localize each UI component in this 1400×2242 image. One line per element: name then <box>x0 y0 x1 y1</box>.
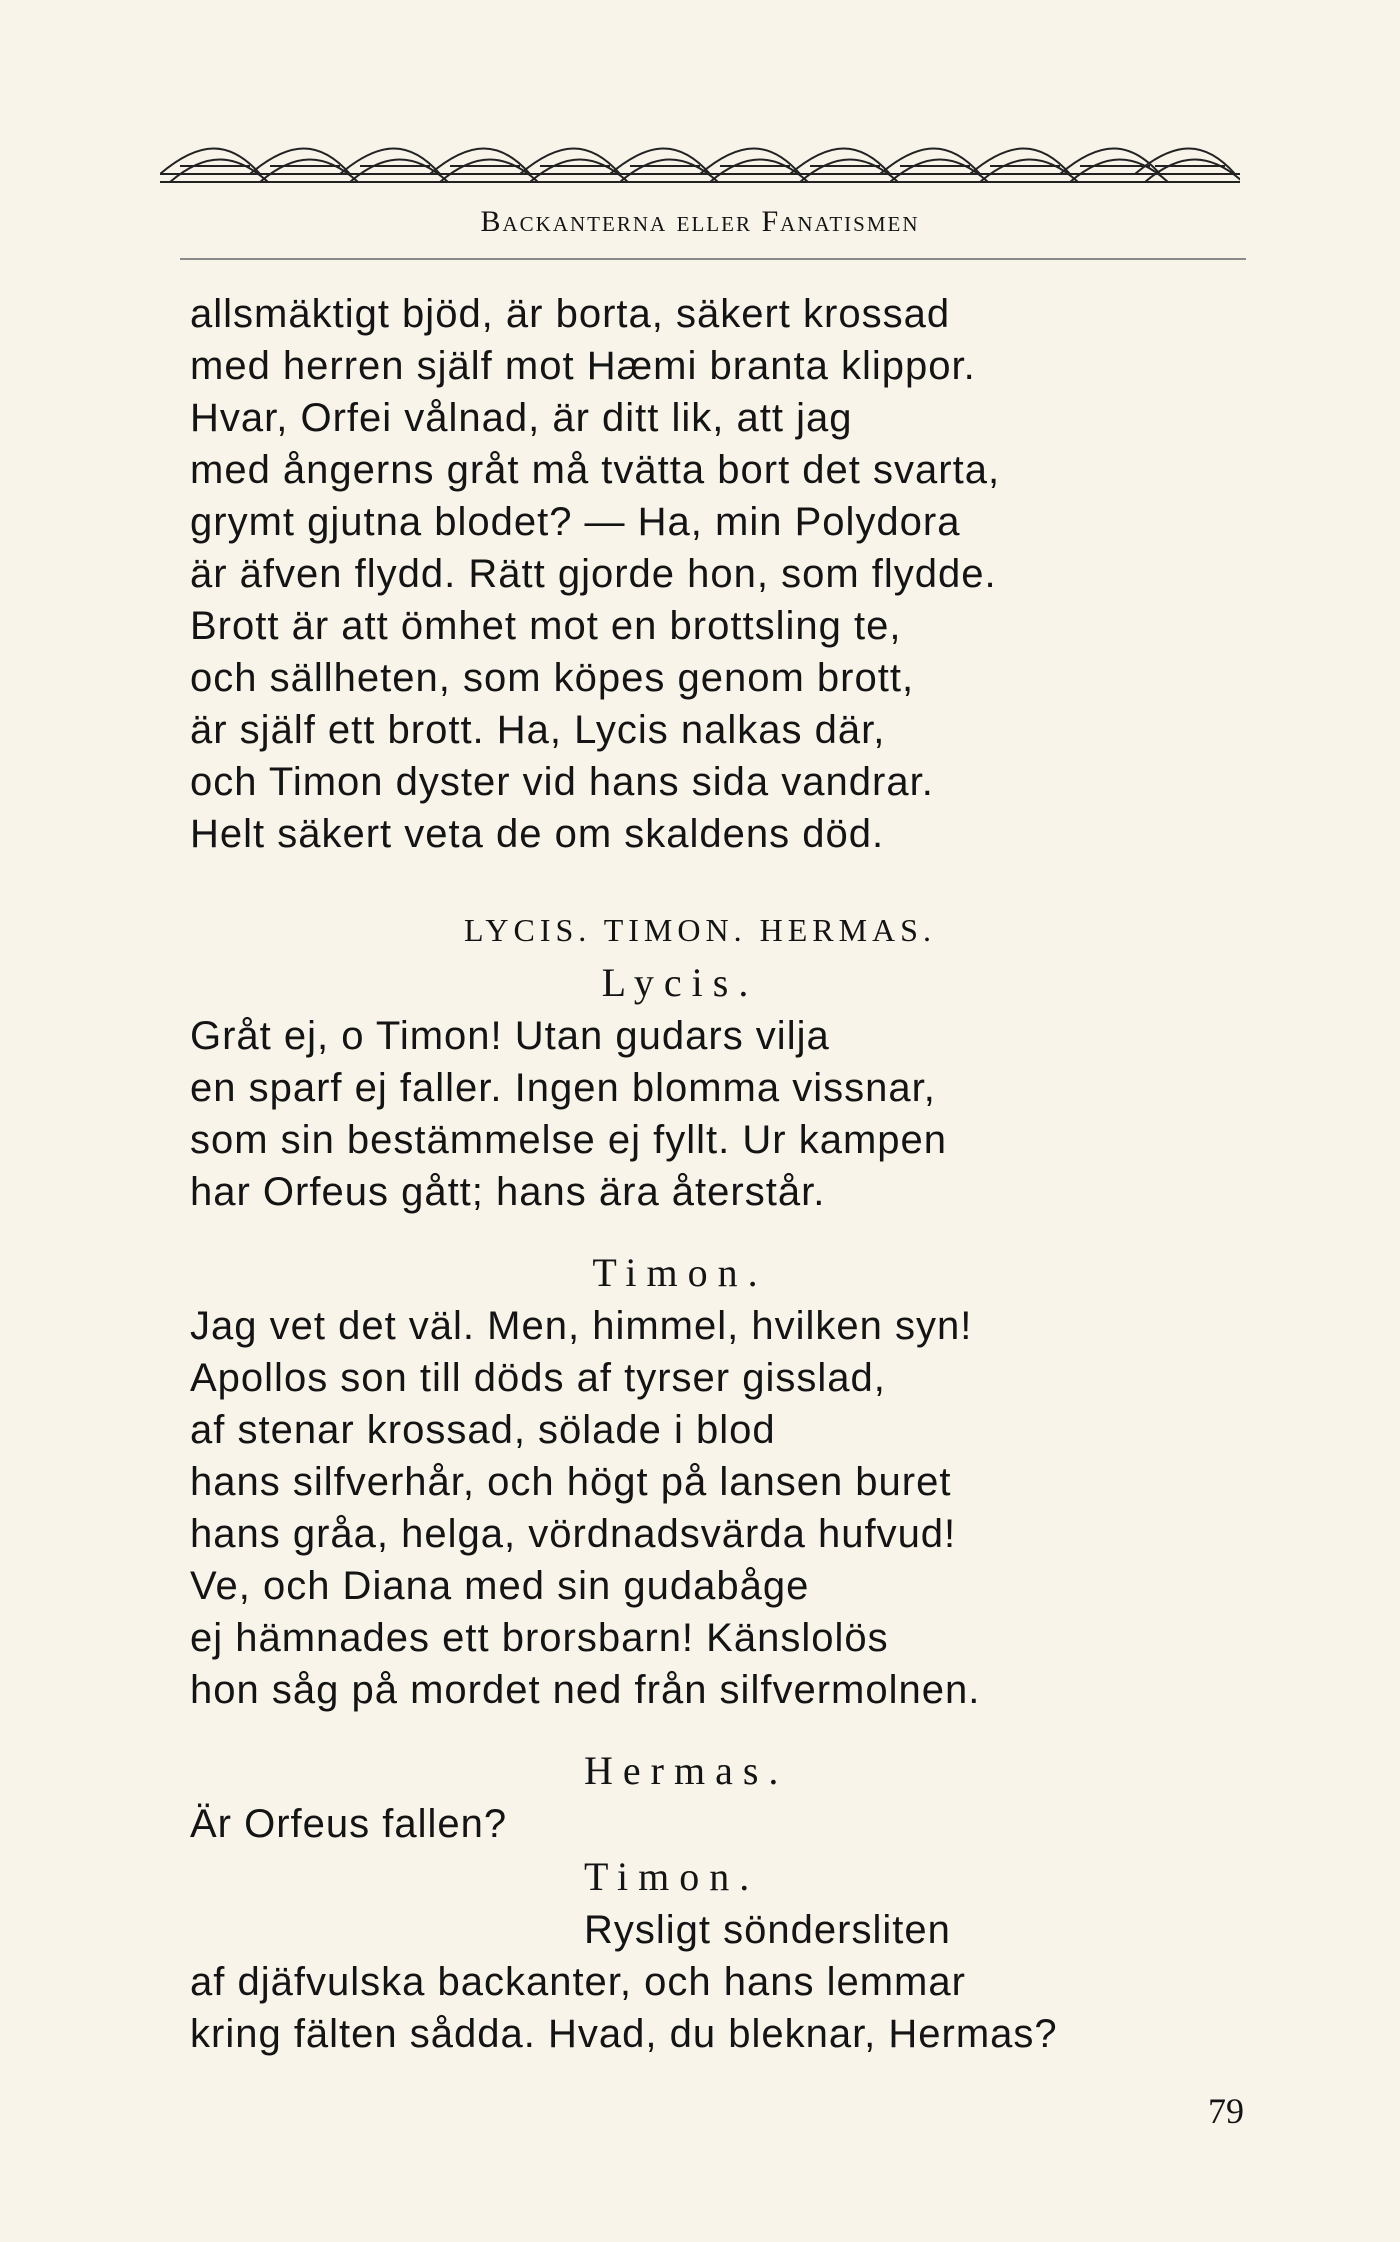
interlace-border-ornament-icon <box>160 130 1240 190</box>
verse-line: och sällheten, som köpes genom brott, <box>190 656 915 700</box>
scene-heading: LYCIS. TIMON. HERMAS. <box>464 912 936 948</box>
verse-line: kring fälten sådda. Hvad, du bleknar, Hermas? <box>190 2012 1058 2056</box>
verse-line: och Timon dyster vid hans sida vandrar. <box>190 760 934 804</box>
verse-line: Brott är att ömhet mot en brottsling te, <box>190 604 902 648</box>
speaker-name: Timon. <box>592 1250 768 1295</box>
verse-line: Är Orfeus fallen? <box>190 1802 508 1846</box>
verse-line: som sin bestämmelse ej fyllt. Ur kampen <box>190 1118 948 1162</box>
verse-text <box>190 288 1210 2060</box>
verse-line: hans silfverhår, och högt på lansen buret <box>190 1460 952 1504</box>
page-number: 79 <box>1208 2091 1244 2131</box>
verse-line: Apollos son till döds af tyrser gisslad, <box>190 1356 886 1400</box>
verse-line: af djäfvulska backanter, och hans lemmar <box>190 1960 966 2004</box>
verse-line: af stenar krossad, sölade i blod <box>190 1408 776 1452</box>
verse-line: hans gråa, helga, vördnadsvärda hufvud! <box>190 1512 957 1556</box>
verse-line: hon såg på mordet ned från silfvermolnen. <box>190 1668 981 1712</box>
speaker-name: Hermas. <box>584 1748 789 1793</box>
verse-line: med ångerns gråt må tvätta bort det svarta, <box>190 448 1001 492</box>
verse-line: allsmäktigt bjöd, är borta, säkert krossad <box>190 292 951 336</box>
speaker-name: Timon. <box>584 1854 760 1899</box>
verse-line: Jag vet det väl. Men, himmel, hvilken syn! <box>190 1304 973 1348</box>
verse-line: har Orfeus gått; hans ära återstår. <box>190 1170 826 1214</box>
verse-line: är själf ett brott. Ha, Lycis nalkas där, <box>190 708 886 752</box>
verse-line: ej hämnades ett brorsbarn! Känslolös <box>190 1616 889 1660</box>
verse-line: Helt säkert veta de om skaldens död. <box>190 812 885 856</box>
verse-line: Gråt ej, o Timon! Utan gudars vilja <box>190 1014 830 1058</box>
verse-line: en sparf ej faller. Ingen blomma vissnar, <box>190 1066 936 1110</box>
verse-line: Rysligt söndersliten <box>584 1908 951 1952</box>
running-head-title: Backanterna eller Fanatismen <box>480 205 920 238</box>
verse-line: med herren själf mot Hæmi branta klippor. <box>190 344 976 388</box>
speaker-name: Lycis. <box>601 960 759 1005</box>
verse-line: är äfven flydd. Rätt gjorde hon, som flydde. <box>190 552 997 596</box>
verse-line: grymt gjutna blodet? — Ha, min Polydora <box>190 500 961 544</box>
verse-line: Hvar, Orfei vålnad, är ditt lik, att jag <box>190 396 853 440</box>
verse-line: Ve, och Diana med sin gudabåge <box>190 1564 810 1608</box>
header-divider <box>180 258 1246 260</box>
